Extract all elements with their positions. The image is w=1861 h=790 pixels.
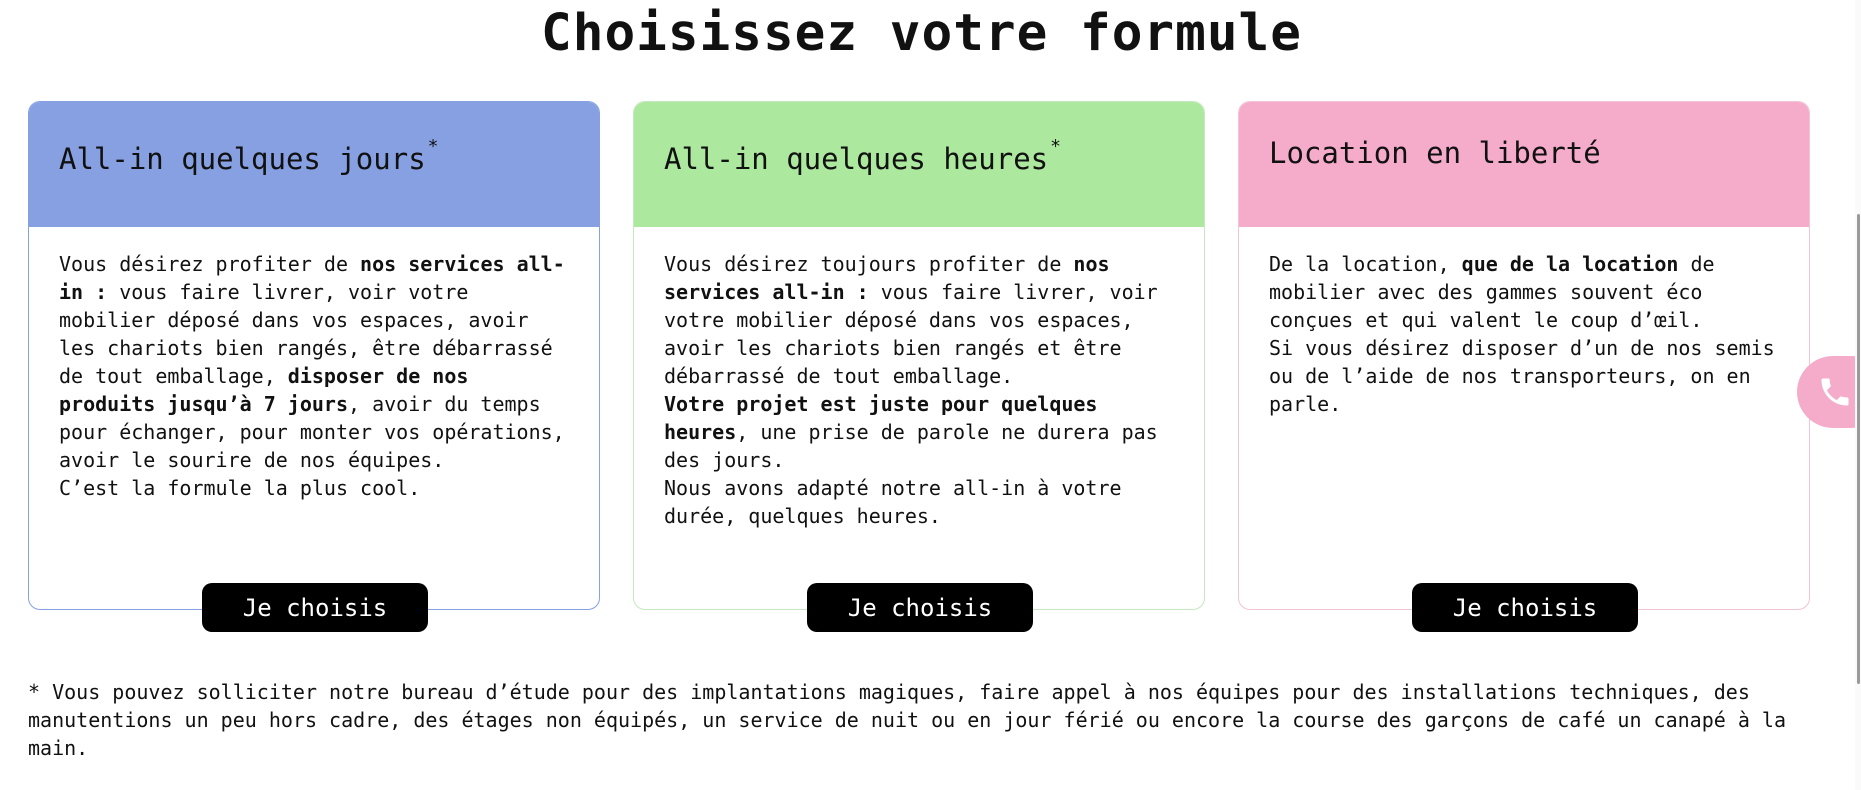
plan-card-header: [1239, 102, 1809, 227]
plan-card-description: [634, 227, 1204, 530]
plan-card-text: Vous désirez toujours profiter de nos services all-in : vous faire livrer, voir votre mobilier déposé dans vos espaces, avoir les chariots bien rangés et être débarrassé de tout emballage.: [664, 252, 1158, 388]
footnote-text: * Vous pouvez solliciter notre bureau d’étude pour des implantations magiques, faire appel à nos équipes pour des installations techniques, des manutentions un peu hors cadre, des étages non équipés, un service de nuit ou en jour férié ou encore la course des garçons de café un canapé à la main.: [28, 680, 1786, 760]
footnote-star: *: [1050, 136, 1061, 157]
choose-all-in-hours-button[interactable]: Je choisis: [807, 583, 1033, 632]
plan-card-title: Location en liberté: [1269, 136, 1601, 170]
plan-card-title: All-in quelques heures *: [664, 136, 1061, 176]
scrollbar-thumb[interactable]: [1857, 214, 1860, 684]
scrollbar-track[interactable]: [1855, 0, 1861, 790]
plan-card-text: Vous désirez profiter de nos services all-in : vous faire livrer, voir votre mobilier déposé dans vos espaces, avoir les chariots bien rangés, être débarrassé de tout emballage, disposer de nos produits jusqu’à 7 jours, avoir du temps pour échanger, pour monter vos opérations, avoir le sourire de nos équipes.: [59, 252, 565, 472]
choose-location-button[interactable]: Je choisis: [1412, 583, 1638, 632]
contact-phone-button[interactable]: [1797, 356, 1861, 428]
plan-card-text: C’est la formule la plus cool.: [59, 476, 421, 500]
phone-icon: [1817, 374, 1853, 410]
plan-card-description: [1239, 227, 1809, 418]
plan-card-description: [29, 227, 599, 502]
footnote-star: *: [427, 136, 439, 157]
plan-card-location-liberte: [1238, 101, 1810, 622]
plan-card-header: [634, 102, 1204, 227]
plan-card-text: De la location, que de la location de mobilier avec des gammes souvent éco conçues et qui valent le coup d’œil.: [1269, 252, 1715, 332]
page-title: Choisissez votre formule: [541, 4, 1302, 63]
choose-all-in-days-button[interactable]: Je choisis: [202, 583, 428, 632]
plan-card-title: All-in quelques jours *: [59, 136, 439, 176]
plan-card-text: Votre projet est juste pour quelques heures, une prise de parole ne durera pas des jours.: [664, 392, 1158, 472]
plan-card-text: Nous avons adapté notre all-in à votre durée, quelques heures.: [664, 476, 1122, 528]
plan-card-text: Si vous désirez disposer d’un de nos semis ou de l’aide de nos transporteurs, on en parle.: [1269, 336, 1775, 416]
plan-card-all-in-days: [28, 101, 600, 622]
plan-card-header: [29, 102, 599, 227]
plan-card-all-in-hours: [633, 101, 1205, 622]
